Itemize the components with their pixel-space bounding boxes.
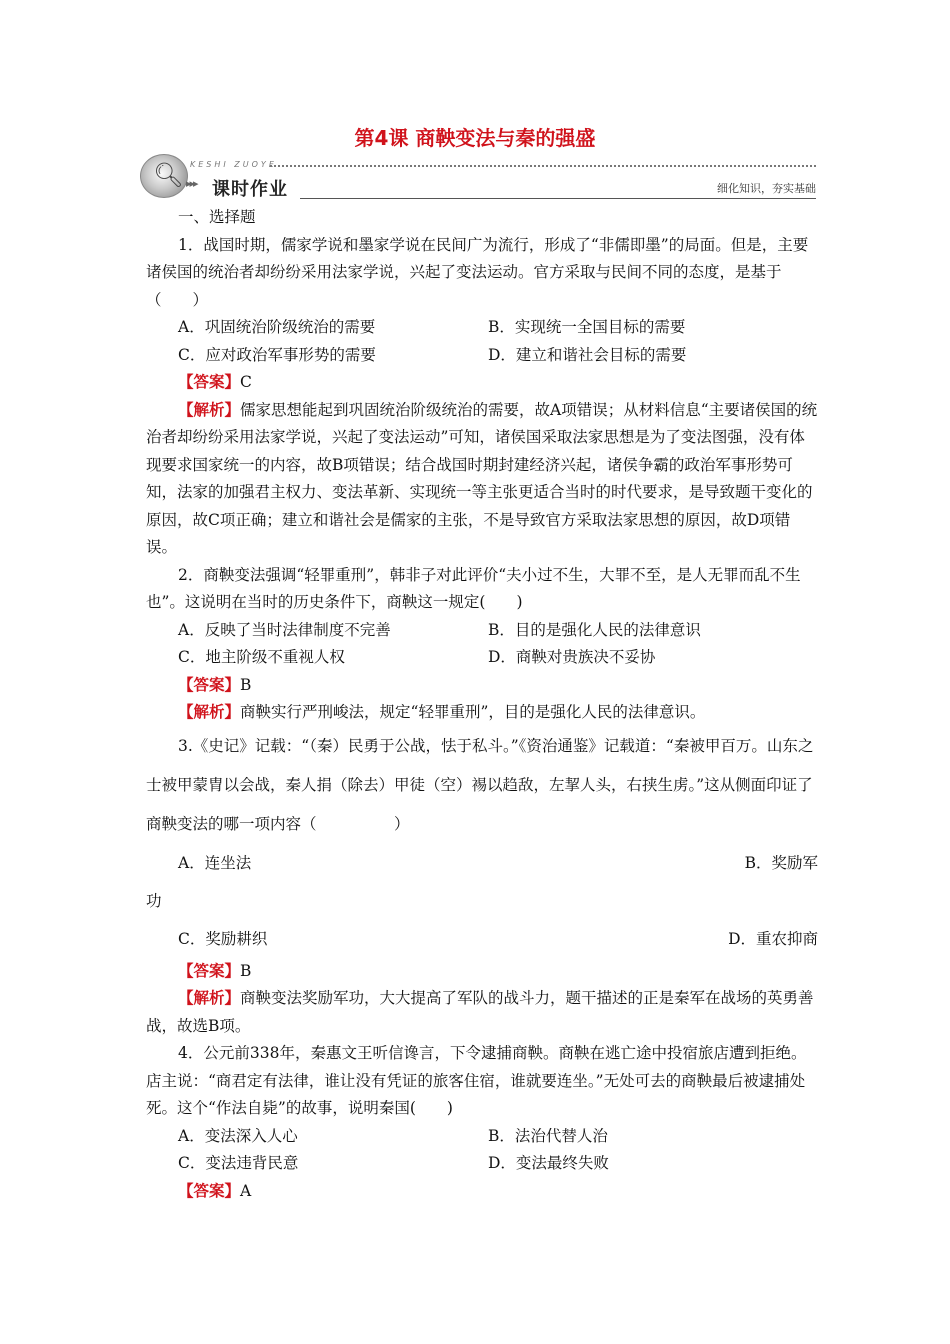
q2-analysis: [146, 699, 818, 727]
q1-answer: [146, 369, 818, 397]
answer-tag: 【答案】: [178, 1181, 241, 1200]
q3-options-row2: [146, 920, 818, 958]
q2-options-row2: [146, 644, 818, 672]
magnifier-logo-icon: [140, 154, 188, 198]
q1-analysis-text: 儒家思想能起到巩固统治阶级统治的需要，故A项错误；从材料信息“主要诸侯国的统治者却纷纷采用法家学说，兴起了变法运动”可知，诸侯国采取法家思想是为了变法图强，没有体现要求国家统一的内容，故B项错误；结合战国时期封建经济兴起，诸侯争霸的政治军事形势可知，法家的加强君主权力、变法革新、实现统一等主张更适合当时的时代要求，是导致题干变化的原因，故C项正确；建立和谐社会是儒家的主张，不是导致官方采取法家思想的原因，故D项错误。: [146, 400, 818, 556]
section-banner: [140, 152, 816, 200]
q2-option-d: D．商鞅对贵族决不妥协: [488, 648, 656, 666]
arrows-icon: ▸▸▸: [186, 177, 197, 190]
q3-answer-value: B: [240, 961, 252, 980]
banner-label: 课时作业: [212, 179, 288, 200]
q2-answer: [146, 672, 818, 700]
answer-tag: 【答案】: [178, 373, 241, 391]
q3-stem: 3.《史记》记载：“（秦）民勇于公战，怯于私斗。”《资治通鉴》记载道：“秦被甲百万。山东之士被甲蒙胄以会战，秦人捐（除去）甲徒（空）裼以趋敌，左挈人头，右挟生虏。”这从侧面印证了商鞅变法的哪一项内容（ ）: [146, 736, 814, 833]
q3-answer: [146, 958, 818, 986]
banner-dotted-rule: [270, 165, 816, 167]
analysis-tag: 【解析】: [178, 703, 241, 721]
q1-answer-value: C: [240, 373, 252, 391]
banner-rule: [300, 198, 816, 199]
q2-stem: 2．商鞅变法强调“轻罪重刑”，韩非子对此评价“夫小过不生，大罪不至，是人无罪而乱不生也”。这说明在当时的历史条件下，商鞅这一规定( ): [146, 565, 801, 611]
q4-answer-value: A: [240, 1181, 252, 1200]
q4-option-c: C．变法违背民意: [178, 1154, 299, 1172]
q3-options-row1: [146, 844, 818, 882]
question-content: [146, 204, 818, 1205]
q3-option-c: C．奖励耕织: [178, 929, 268, 948]
q3-option-d: D．重农抑商: [728, 929, 818, 948]
banner-english: KESHI ZUOYE: [190, 160, 277, 169]
banner-slogan: 细化知识，夯实基础: [717, 182, 816, 195]
q2-option-c: C．地主阶级不重视人权: [178, 648, 345, 666]
q2-answer-value: B: [240, 675, 252, 694]
q1-option-c: C．应对政治军事形势的需要: [178, 345, 376, 364]
q4-stem: 4．公元前338年，秦惠文王听信谗言，下令逮捕商鞅。商鞅在逃亡途中投宿旅店遭到拒绝。店主说：“商君定有法律，谁让没有凭证的旅客住宿，谁就要连坐。”无处可去的商鞅最后被逮捕处死。这个“作法自毙”的故事，说明秦国( ): [146, 1044, 807, 1117]
q1-options-row1: [146, 314, 818, 342]
q4-option-a: A．变法深入人心: [178, 1126, 298, 1145]
q1-option-b: B．实现统一全国目标的需要: [488, 318, 686, 336]
q2-option-b: B．目的是强化人民的法律意识: [488, 620, 701, 639]
q4-option-b: B．法治代替人治: [488, 1126, 608, 1145]
q4-answer: [146, 1178, 818, 1206]
q3-option-b-continued: 功: [146, 891, 162, 910]
q2-option-a: A．反映了当时法律制度不完善: [178, 620, 391, 639]
q4-options-row2: [146, 1150, 818, 1178]
q3-option-a: A．连坐法: [178, 853, 252, 872]
answer-tag: 【答案】: [178, 675, 241, 694]
section-heading: 一、选择题: [178, 208, 256, 226]
q3-analysis: [146, 985, 818, 1040]
analysis-tag: 【解析】: [178, 400, 241, 419]
q3-analysis-text: 商鞅变法奖励军功，大大提高了军队的战斗力，题干描述的正是秦军在战场的英勇善战，故选B项。: [146, 989, 814, 1035]
q1-analysis: [146, 397, 818, 562]
q4-option-d: D．变法最终失败: [488, 1154, 609, 1172]
q2-options-row1: [146, 617, 818, 645]
q3-option-b: B．奖励军: [744, 853, 818, 872]
q1-stem: 1．战国时期，儒家学说和墨家学说在民间广为流行，形成了“非儒即墨”的局面。但是，主要诸侯国的统治者却纷纷采用法家学说，兴起了变法运动。官方采取与民间不同的态度，是基于（ ）: [146, 235, 809, 309]
magnifier-glyph-icon: 🔍︎: [153, 161, 184, 189]
page-title: 第4课 商鞅变法与秦的强盛: [354, 126, 596, 150]
q1-options-row2: [146, 342, 818, 370]
q1-option-a: A．巩固统治阶级统治的需要: [178, 318, 376, 336]
q1-option-d: D．建立和谐社会目标的需要: [488, 345, 687, 364]
q4-options-row1: [146, 1123, 818, 1151]
analysis-tag: 【解析】: [178, 989, 241, 1007]
q2-analysis-text: 商鞅实行严刑峻法，规定“轻罪重刑”，目的是强化人民的法律意识。: [240, 703, 706, 721]
answer-tag: 【答案】: [178, 961, 241, 980]
